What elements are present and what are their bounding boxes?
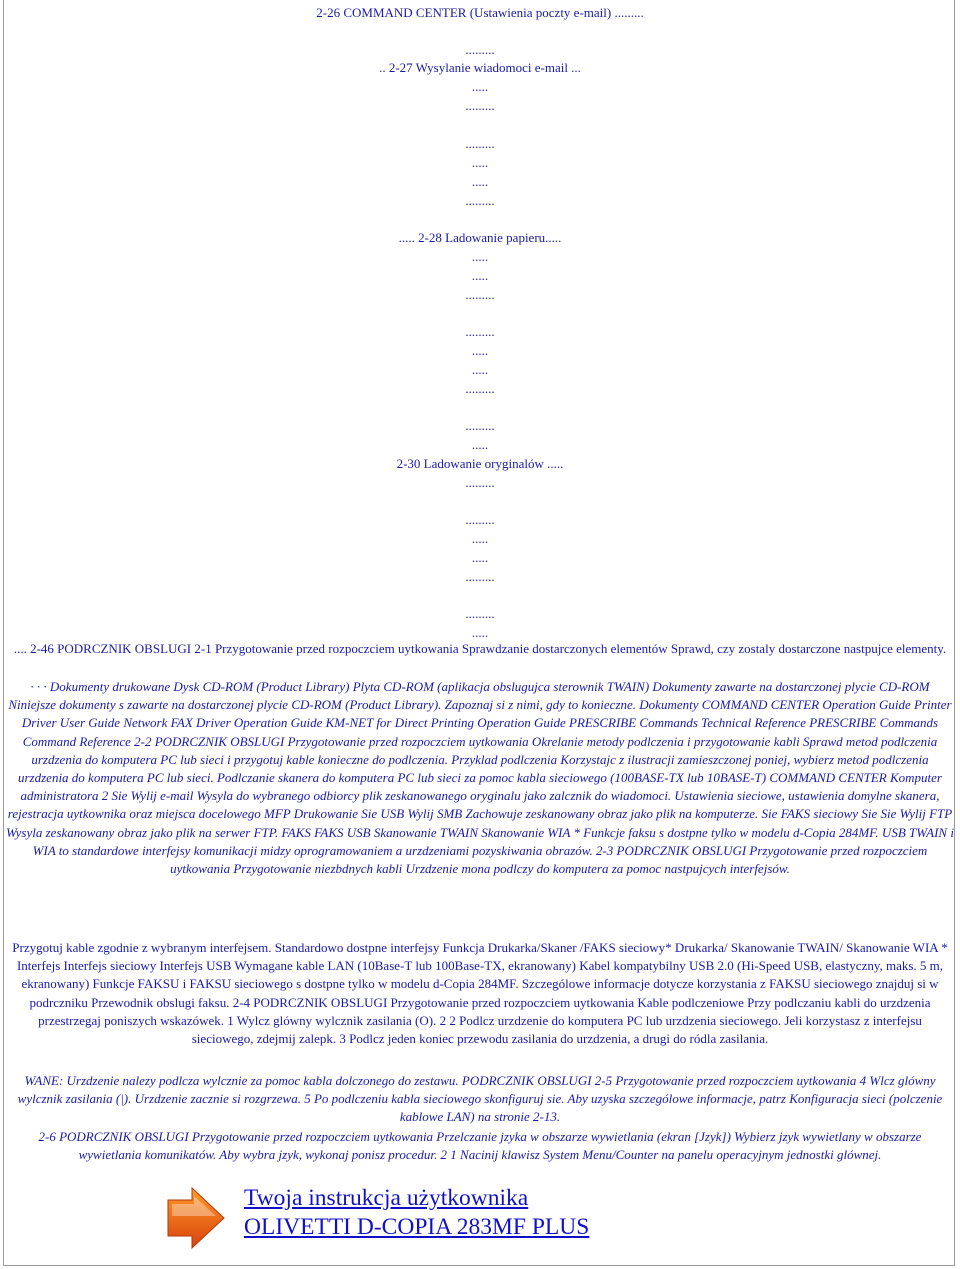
manual-link[interactable]: Twoja instrukcja użytkownika — [244, 1185, 529, 1211]
toc-dots: ..... — [471, 343, 489, 358]
toc-dots: ......... — [465, 606, 495, 621]
toc-dots: ..... — [471, 437, 489, 452]
toc-line: 2-30 Ladowanie oryginalów ..... — [396, 456, 564, 471]
toc-dots: ......... — [465, 136, 495, 151]
toc-dots: ..... — [471, 79, 489, 94]
toc-dots: ......... — [465, 512, 495, 527]
toc-dots: ..... — [471, 531, 489, 546]
toc-line: ..... 2-28 Ladowanie papieru..... — [398, 230, 562, 245]
toc-dots: ..... — [471, 155, 489, 170]
body-paragraph: Przygotuj kable zgodnie z wybranym interfejsem. Standardowo dostpne interfejsy Funkcja Drukarka/Skaner /FAKS sieciowy* Drukarka/ Skanowanie TWAIN/ Skanowanie WIA * Interfejs Interfejs sieciowy Interfejs USB Wymagane kable LAN (10Base-T lub 100Base-TX, ekranowany) Kabel kompatybilny USB 2.0 (Hi-Speed USB, elastyczny, maks. 5 m, ekranowany) Funkcje FAKSU i FAKSU sieciowego s dostpne tylko w modelu d-Copia 284MF. Szczególowe informacje dotycze korzystania z FAKSU sieciowego znajduj si w podrczniku Przewodnik obslugi faksu. 2-4 PODRCZNIK OBSLUGI Przygotowanie przed rozpoczciem uytkowania Kable podlczeniowe Przy podlczaniu kabli do urzdzenia przestrzegaj poniszych wskazówek. 1 Wylcz glówny wylcznik zasilania (O). 2 2 Podlcz urzdzenie do komputera PC lub urzdzenia sieciowego. Jeli korzystasz z interfejsu sieciowego, zdejmij zalepk. 3 Podlcz jeden koniec przewodu zasilania do urzdzenia, a drugi do ródla zasilania. — [12, 940, 948, 1047]
toc-dots: ......... — [465, 569, 495, 584]
toc-dots: ......... — [465, 418, 495, 433]
toc-dots: ......... — [465, 475, 495, 490]
body-paragraph: 2-6 PODRCZNIK OBSLUGI Przygotowanie przed rozpoczciem uytkowania Przelczanie jzyka w obszarze wywietlania (ekran [Jzyk]) Wybierz jzyk wywietlany w obszarze wywietlania komunikatów. Aby wybra jzyk, wykonaj ponisz procedur. 2 1 Nacinij klawisz System Menu/Counter na panelu operacyjnym jednostki glównej. — [38, 1129, 922, 1163]
toc-dots: ......... — [465, 287, 495, 302]
toc-dots: ......... — [465, 193, 495, 208]
body-paragraph: · · · Dokumenty drukowane Dysk CD-ROM (Product Library) Plyta CD-ROM (aplikacja obslugujca sterownik TWAIN) Dokumenty zawarte na dostarczonej plycie CD-ROM Niniejsze dokumenty s zawarte na dostarczonej plycie CD-ROM (Product Library). Zapoznaj si z nimi, gdy to konieczne. Dokumenty COMMAND CENTER Operation Guide Printer Driver User Guide Network FAX Driver Operation Guide KM-NET for Direct Printing Operation Guide PRESCRIBE Commands Technical Reference PRESCRIBE Commands Command Reference 2-2 PODRCZNIK OBSLUGI Przygotowanie przed rozpoczciem uytkowania Okrelanie metody podlczenia i przygotowanie kabli Sprawd metod podlczenia urzdzenia do komputera PC lub sieci i przygotuj kable konieczne do podlczenia. Przyklad podlczenia Korzystajc z ilustracji zamieszczonej poniej, wybierz metod podlczenia urzdzenia do komputera PC lub sieci. Podlczanie skanera do komputera PC lub sieci za pomoc kabla sieciowego (100BASE-TX lub 10BASE-T) COMMAND CENTER Komputer administratora 2 Sie Wylij e-mail Wysyla do wybranego odbiorcy plik zeskanowanego oryginalu jako zalcznik do wiadomoci. Ustawienia sieciowe, ustawienia domylne skanera, rejestracja uytkownika oraz miejsca docelowego MFP Drukowanie Sie USB Wylij SMB Zachowuje zeskanowany obraz jako plik na komputerze. Sie FAKS sieciowy Sie Sie Wylij FTP Wysyla zeskanowany obraz jako plik na serwer FTP. FAKS FAKS USB Skanowanie TWAIN Skanowanie WIA * Funkcje faksu s dostpne tylko w modelu d-Copia 284MF. USB TWAIN i WIA to standardowe interfejsy komunikacji midzy oprogramowaniem a urzdzeniami pozyskiwania obrazów. 2-3 PODRCZNIK OBSLUGI Przygotowanie przed rozpoczciem uytkowania Przygotowanie niezbdnych kabli Urzdzenie mona podlczy do komputera za pomoc nastpujcych interfejsów. — [6, 679, 954, 877]
body-paragraph: .... 2-46 PODRCZNIK OBSLUGI 2-1 Przygotowanie przed rozpoczciem uytkowania Sprawdzanie dostarczonych elementów Sprawd, czy zostaly dostarczone nastpujce elementy. — [13, 641, 947, 656]
toc-dots: ..... — [471, 625, 489, 640]
product-link[interactable]: OLIVETTI D-COPIA 283MF PLUS — [244, 1214, 590, 1240]
arrow-logo-icon — [158, 1182, 230, 1254]
toc-dots: ..... — [471, 362, 489, 377]
toc-dots: ......... — [465, 42, 495, 57]
toc-dots: ..... — [471, 268, 489, 283]
toc-line: 2-26 COMMAND CENTER (Ustawienia poczty e-mail) ......... — [316, 5, 644, 20]
toc-dots: ......... — [465, 324, 495, 339]
toc-dots: ......... — [465, 381, 495, 396]
toc-dots: ..... — [471, 249, 489, 264]
toc-line: .. 2-27 Wysylanie wiadomoci e-mail ... — [379, 60, 581, 75]
toc-dots: ..... — [471, 174, 489, 189]
body-paragraph: WANE: Urzdzenie nalezy podlcza wylcznie za pomoc kabla dolczonego do zestawu. PODRCZNIK OBSLUGI 2-5 Przygotowanie przed rozpoczciem uytkowania 4 Wlcz glówny wylcznik zasilania (|). Urzdzenie zacznie si rozgrzewa. 5 Po podlczeniu kabla sieciowego skonfiguruj sie. Aby uzyska szczególowe informacje, patrz Konfiguracja sieci (polczenie kablowe LAN) na stronie 2-13. — [17, 1073, 943, 1125]
toc-dots: ......... — [465, 98, 495, 113]
toc-dots: ..... — [471, 550, 489, 565]
